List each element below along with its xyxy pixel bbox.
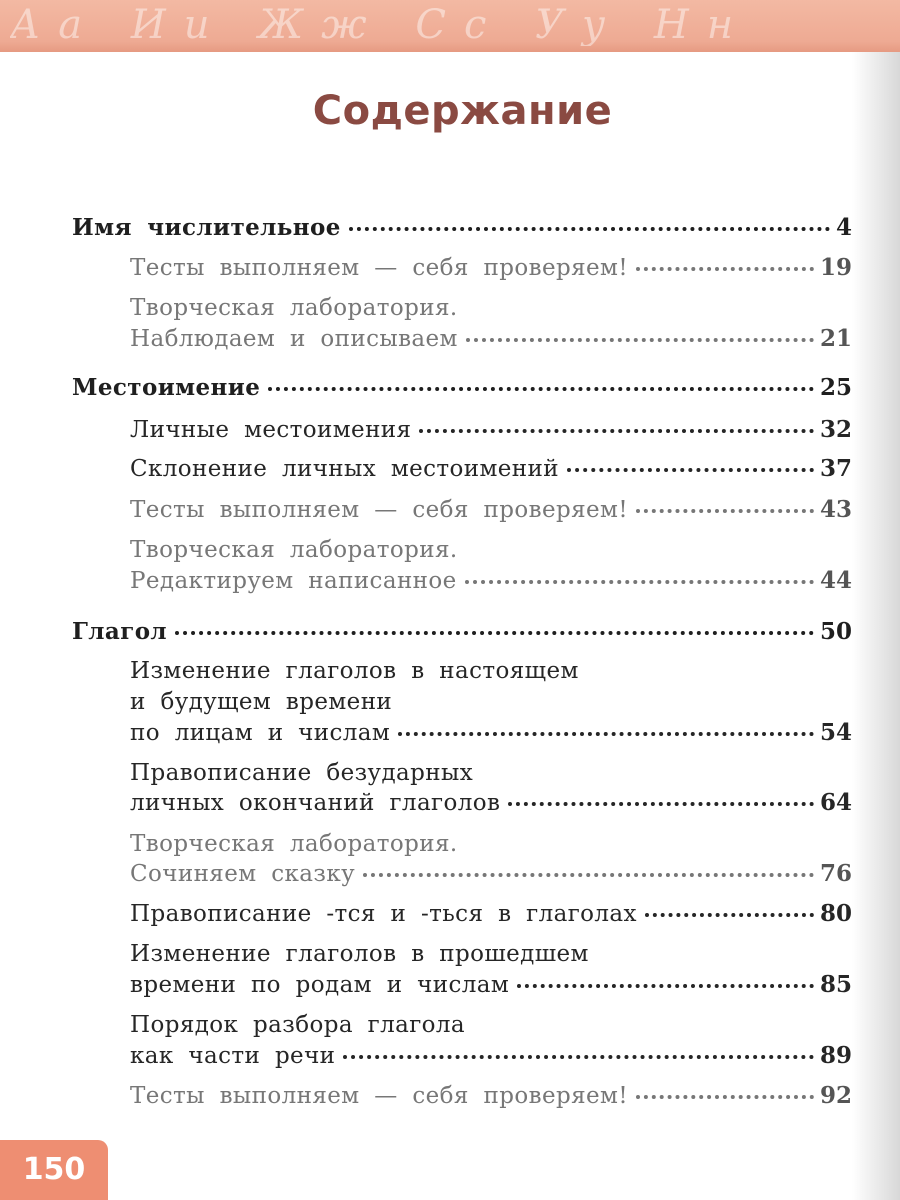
toc-entry[interactable]: по лицам и числам 54 bbox=[130, 719, 852, 746]
toc-entry[interactable]: личных окончаний глаголов 64 bbox=[130, 789, 852, 816]
toc-entry-line: и будущем времени bbox=[130, 689, 393, 715]
toc-entry-line: Творческая лаборатория. bbox=[130, 537, 458, 563]
toc-entry[interactable]: времени по родам и числам 85 bbox=[130, 971, 852, 998]
toc-entry[interactable]: Правописание -тся и -ться в глаголах 80 bbox=[130, 900, 852, 927]
toc-entry[interactable]: как части речи 89 bbox=[130, 1042, 852, 1069]
toc-entry[interactable]: Имя числительное 4 bbox=[72, 214, 852, 241]
toc-entry-line: Творческая лаборатория. bbox=[130, 831, 458, 857]
toc-entry[interactable]: Склонение личных местоимений 37 bbox=[130, 455, 852, 482]
cursive-alphabet-decoration: Аа Ии Жж Сс Уу Нн bbox=[10, 4, 752, 46]
toc-entry[interactable]: Сочиняем сказку 76 bbox=[130, 860, 852, 887]
toc-entry-line: Порядок разбора глагола bbox=[130, 1012, 466, 1038]
toc-entry[interactable]: Тесты выполняем — себя проверяем! 92 bbox=[130, 1082, 852, 1109]
toc-entry-line: Изменение глаголов в настоящем bbox=[130, 658, 579, 684]
toc-entry[interactable]: Наблюдаем и описываем 21 bbox=[130, 325, 852, 352]
toc-entry[interactable]: Глагол 50 bbox=[72, 618, 852, 645]
toc-entry[interactable]: Редактируем написанное 44 bbox=[130, 567, 852, 594]
toc-entry[interactable]: Тесты выполняем — себя проверяем! 43 bbox=[130, 496, 852, 523]
toc-entry-line: Изменение глаголов в прошедшем bbox=[130, 941, 589, 967]
toc-entry[interactable]: Тесты выполняем — себя проверяем! 19 bbox=[130, 254, 852, 281]
toc-entry[interactable]: Личные местоимения 32 bbox=[130, 416, 852, 443]
toc-entry[interactable]: Местоимение 25 bbox=[72, 374, 852, 401]
page-number: 150 bbox=[0, 1140, 108, 1200]
toc-entry-line: Творческая лаборатория. bbox=[130, 295, 458, 321]
toc-entry-line: Правописание безударных bbox=[130, 760, 474, 786]
page-title: Содержание bbox=[312, 88, 613, 134]
